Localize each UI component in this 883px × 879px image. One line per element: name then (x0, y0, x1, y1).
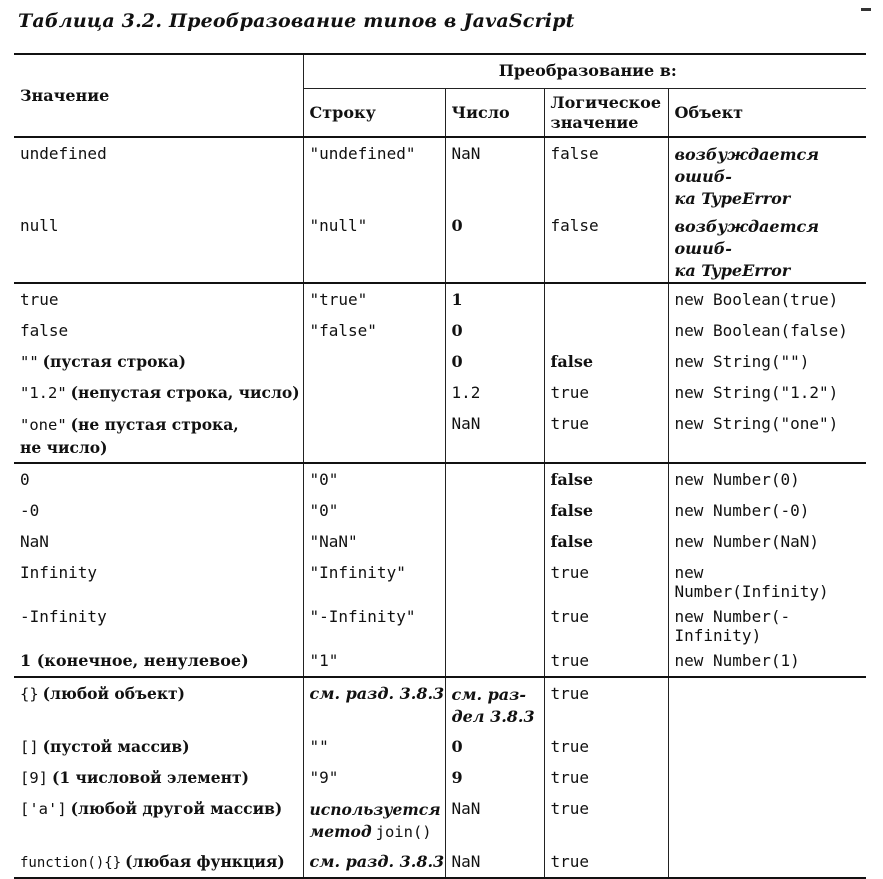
table-row: NaN "NaN" false new Number(NaN) (14, 526, 866, 557)
header-boolean: Логическое значение (544, 89, 668, 138)
type-conversion-table (14, 53, 866, 879)
header-value: Значение (20, 86, 110, 105)
table-row: {} (любой объект) см. разд. 3.8.3 см. раз- дел 3.8.3 true (14, 677, 866, 731)
page-mark (861, 8, 871, 11)
table-row: undefined "undefined" NaN false возбуждается ошиб- ка TypeError (14, 137, 866, 210)
table-row: Infinity "Infinity" true new Number(Infinity) (14, 557, 866, 601)
header-object: Объект (668, 89, 866, 138)
table-row: false "false" 0 new Boolean(false) (14, 315, 866, 346)
table-row: -Infinity "-Infinity" true new Number(-Infinity) (14, 601, 866, 645)
table-row: 0 "0" false new Number(0) (14, 463, 866, 495)
table-row: [] (пустой массив) "" 0 true (14, 731, 866, 762)
header-conversion: Преобразование в: (303, 54, 866, 89)
table-row: null "null" 0 false возбуждается ошиб- ка TypeError (14, 210, 866, 283)
table-row: ['a'] (любой другой массив) используется метод join() NaN true (14, 793, 866, 846)
header-number: Число (445, 89, 544, 138)
table-row: "one" (не пустая строка, не число) NaN true new String("one") (14, 408, 866, 463)
table-row: "1.2" (непустая строка, число) 1.2 true new String("1.2") (14, 377, 866, 408)
header-row-1 (14, 54, 866, 89)
table-row: [9] (1 числовой элемент) "9" 9 true (14, 762, 866, 793)
header-string: Строку (303, 89, 445, 138)
table-row: 1 (конечное, ненулевое) "1" true new Number(1) (14, 645, 866, 677)
table-row: "" (пустая строка) 0 false new String("") (14, 346, 866, 377)
table-row: -0 "0" false new Number(-0) (14, 495, 866, 526)
table-row: function(){} (любая функция) см. разд. 3.8.3 NaN true (14, 846, 866, 878)
table-caption: Таблица 3.2. Преобразование типов в JavaScript (18, 10, 575, 32)
table-row: true "true" 1 new Boolean(true) (14, 283, 866, 315)
